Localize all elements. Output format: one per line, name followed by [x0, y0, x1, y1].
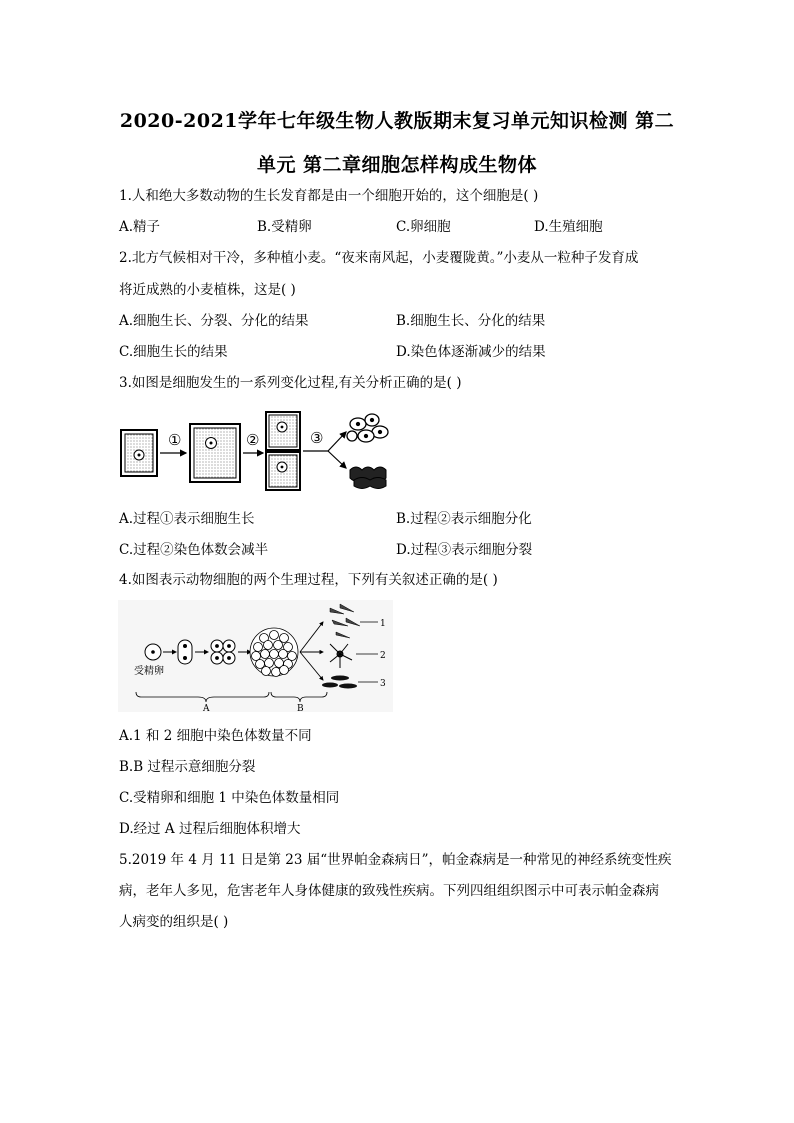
q4-bracket-a: A [203, 704, 210, 712]
q4-two-cells [178, 640, 192, 664]
q4-option-c: C.受精卵和细胞 1 中染色体数量相同 [119, 790, 340, 806]
q3-cells-divided [266, 412, 300, 490]
q3-tissue-b [350, 467, 386, 489]
q3-cell-small [121, 430, 157, 476]
q4-fertilized-egg-label: 受精卵 [134, 666, 164, 677]
q4-bracket-b: B [297, 704, 304, 712]
q2-stem-line2: 将近成熟的小麦植株，这是( ) [119, 282, 296, 298]
q4-fertilized-egg [145, 644, 161, 660]
q4-option-d: D.经过 A 过程后细胞体积增大 [119, 821, 301, 837]
q3-option-c: C.过程②染色体数会减半 [119, 542, 269, 558]
q3-option-d: D.过程③表示细胞分裂 [396, 542, 533, 558]
q3-stem: 3.如图是细胞发生的一系列变化过程,有关分析正确的是( ) [119, 375, 462, 391]
q3-cell-process-figure [118, 410, 398, 492]
q3-step-1-label: ① [168, 431, 182, 449]
q2-option-d: D.染色体逐渐减少的结果 [396, 344, 546, 360]
doc-title-line1: 2020-2021学年七年级生物人教版期末复习单元知识检测 第二 [119, 110, 675, 132]
q5-stem-line2: 病，老年人多见，危害老年人身体健康的致残性疾病。下列四组组织图示中可表示帕金森病 [119, 883, 659, 899]
q1-option-d: D.生殖细胞 [534, 219, 603, 235]
q3-tissue-a [347, 414, 388, 442]
q4-cell-mass [250, 628, 298, 677]
q3-step-2-label: ② [246, 431, 260, 449]
q4-option-a: A.1 和 2 细胞中染色体数量不同 [119, 728, 312, 744]
q3-option-b: B.过程②表示细胞分化 [396, 511, 532, 527]
q4-label-1: 1 [380, 619, 386, 629]
q2-option-c: C.细胞生长的结果 [119, 344, 228, 360]
q4-option-b: B.B 过程示意细胞分裂 [119, 759, 256, 775]
q4-label-3: 3 [380, 679, 386, 689]
q1-stem: 1.人和绝大多数动物的生长发育都是由一个细胞开始的，这个细胞是( ) [119, 188, 539, 204]
q3-step-3-label: ③ [310, 429, 324, 447]
q2-option-b: B.细胞生长、分化的结果 [396, 313, 546, 329]
q3-cell-grown [190, 424, 240, 482]
q2-option-a: A.细胞生长、分裂、分化的结果 [119, 313, 309, 329]
q1-option-a: A.精子 [119, 219, 161, 235]
q1-option-b: B.受精卵 [257, 219, 312, 235]
q5-stem-line1: 5.2019 年 4 月 11 日是第 23 届“世界帕金森病日”，帕金森病是一种常见的神经系统变性疾 [119, 852, 672, 868]
q4-stem: 4.如图表示动物细胞的两个生理过程，下列有关叙述正确的是( ) [119, 572, 498, 588]
q4-label-2: 2 [380, 651, 386, 661]
doc-title-line2: 单元 第二章细胞怎样构成生物体 [256, 154, 538, 176]
q1-option-c: C.卵细胞 [396, 219, 451, 235]
q5-stem-line3: 人病变的组织是( ) [119, 914, 229, 930]
q2-stem-line1: 2.北方气候相对干冷，多种植小麦。“夜来南风起，小麦覆陇黄。”小麦从一粒种子发育成 [119, 250, 639, 266]
q3-option-a: A.过程①表示细胞生长 [119, 511, 255, 527]
q4-animal-cell-figure [118, 600, 393, 712]
